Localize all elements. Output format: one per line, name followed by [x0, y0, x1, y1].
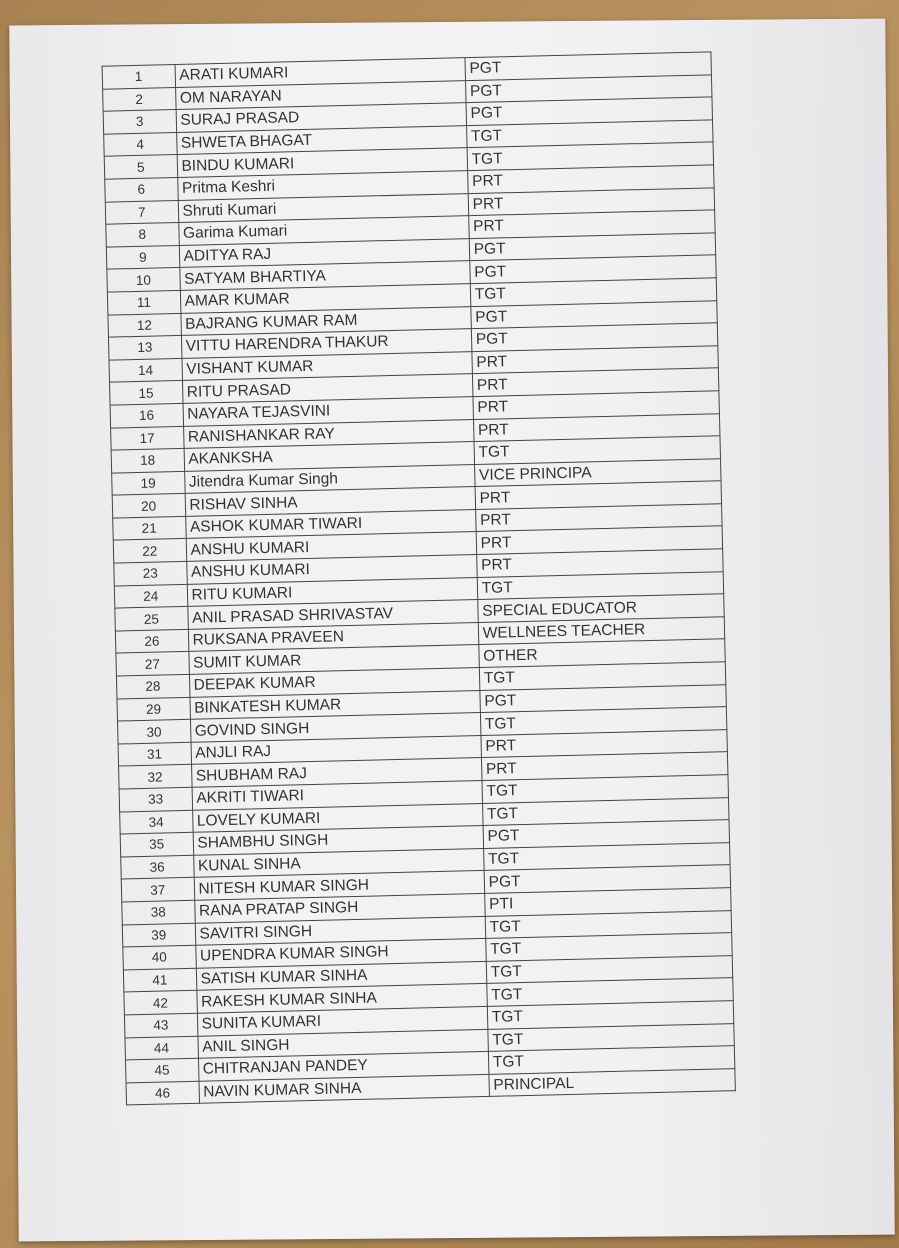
designation-cell: PRT	[473, 391, 720, 419]
designation-cell: WELLNEES TEACHER	[478, 617, 725, 645]
designation-cell: PGT	[483, 820, 730, 848]
designation-cell: TGT	[482, 775, 729, 803]
designation-cell: TGT	[480, 707, 727, 735]
designation-cell: TGT	[485, 910, 732, 938]
serial-number-cell: 38	[122, 900, 195, 924]
designation-cell: PRT	[481, 729, 728, 757]
staff-name-cell: ANIL PRASAD SHRIVASTAV	[187, 600, 478, 629]
serial-number-cell: 1	[102, 65, 175, 89]
staff-name-cell: AKANKSHA	[184, 442, 475, 471]
designation-cell: TGT	[488, 1046, 735, 1074]
designation-cell: PRT	[481, 752, 728, 780]
serial-number-cell: 22	[113, 539, 186, 563]
serial-number-cell: 37	[121, 878, 194, 902]
serial-number-cell: 32	[119, 765, 192, 789]
designation-cell: PGT	[466, 97, 713, 125]
designation-cell: TGT	[466, 120, 713, 148]
paper-sheet	[9, 19, 895, 1242]
staff-name-cell: NITESH KUMAR SINGH	[194, 871, 485, 900]
designation-cell: PGT	[469, 233, 716, 261]
staff-name-cell: SAVITRI SINGH	[195, 916, 486, 945]
staff-name-cell: LOVELY KUMARI	[192, 803, 483, 832]
serial-number-cell: 5	[104, 155, 177, 179]
staff-name-cell: ANJLI RAJ	[191, 735, 482, 764]
designation-cell: PRT	[473, 413, 720, 441]
serial-number-cell: 39	[122, 923, 195, 947]
serial-number-cell: 9	[106, 245, 179, 269]
serial-number-cell: 11	[107, 290, 180, 314]
staff-name-cell: BAJRANG KUMAR RAM	[180, 306, 471, 335]
staff-name-cell: ANSHU KUMARI	[186, 532, 477, 561]
designation-cell: PRT	[472, 346, 719, 374]
staff-name-cell: SHAMBHU SINGH	[193, 826, 484, 855]
staff-name-cell: RUKSANA PRAVEEN	[188, 622, 479, 651]
serial-number-cell: 44	[125, 1036, 198, 1060]
serial-number-cell: 41	[123, 968, 196, 992]
staff-name-cell: KUNAL SINHA	[193, 848, 484, 877]
designation-cell: PGT	[465, 52, 712, 80]
serial-number-cell: 13	[108, 336, 181, 360]
serial-number-cell: 19	[112, 471, 185, 495]
serial-number-cell: 8	[106, 223, 179, 247]
staff-roster-body	[102, 52, 735, 1105]
staff-name-cell: RITU KUMARI	[187, 577, 478, 606]
serial-number-cell: 29	[117, 697, 190, 721]
staff-name-cell: OM NARAYAN	[175, 80, 466, 109]
designation-cell: TGT	[477, 571, 724, 599]
staff-name-cell: SATYAM BHARTIYA	[179, 261, 470, 290]
designation-cell: TGT	[482, 797, 729, 825]
serial-number-cell: 6	[105, 177, 178, 201]
staff-name-cell: SUMIT KUMAR	[188, 645, 479, 674]
staff-name-cell: RANA PRATAP SINGH	[194, 893, 485, 922]
staff-name-cell: RISHAV SINHA	[185, 487, 476, 516]
designation-cell: TGT	[488, 1023, 735, 1051]
designation-cell: SPECIAL EDUCATOR	[477, 594, 724, 622]
staff-name-cell: VISHANT KUMAR	[181, 351, 472, 380]
staff-name-cell: ANSHU KUMARI	[186, 555, 477, 584]
staff-name-cell: UPENDRA KUMAR SINGH	[195, 939, 486, 968]
staff-name-cell: VITTU HARENDRA THAKUR	[181, 329, 472, 358]
serial-number-cell: 46	[126, 1081, 199, 1105]
designation-cell: PRINCIPAL	[489, 1068, 736, 1096]
designation-cell: PGT	[471, 300, 718, 328]
serial-number-cell: 30	[118, 720, 191, 744]
staff-name-cell: GOVIND SINGH	[190, 713, 481, 742]
staff-name-cell: ASHOK KUMAR TIWARI	[185, 509, 476, 538]
serial-number-cell: 45	[125, 1058, 198, 1082]
staff-name-cell: RANISHANKAR RAY	[183, 419, 474, 448]
designation-cell: PGT	[471, 323, 718, 351]
staff-name-cell: RAKESH KUMAR SINHA	[196, 984, 487, 1013]
designation-cell: TGT	[470, 278, 717, 306]
serial-number-cell: 27	[116, 652, 189, 676]
serial-number-cell: 28	[116, 674, 189, 698]
designation-cell: PRT	[475, 504, 722, 532]
serial-number-cell: 21	[113, 516, 186, 540]
designation-cell: VICE PRINCIPA	[474, 458, 721, 486]
serial-number-cell: 7	[105, 200, 178, 224]
designation-cell: TGT	[487, 1001, 734, 1029]
staff-name-cell: Pritma Keshri	[177, 171, 468, 200]
staff-name-cell: SATISH KUMAR SINHA	[196, 961, 487, 990]
serial-number-cell: 20	[112, 494, 185, 518]
staff-name-cell: ADITYA RAJ	[179, 238, 470, 267]
serial-number-cell: 3	[103, 110, 176, 134]
serial-number-cell: 24	[114, 584, 187, 608]
designation-cell: PRT	[468, 187, 715, 215]
staff-name-cell: SURAJ PRASAD	[176, 103, 467, 132]
designation-cell: PRT	[475, 481, 722, 509]
staff-name-cell: BINDU KUMARI	[177, 148, 468, 177]
serial-number-cell: 4	[104, 132, 177, 156]
staff-name-cell: BINKATESH KUMAR	[189, 690, 480, 719]
serial-number-cell: 34	[120, 810, 193, 834]
staff-name-cell: CHITRANJAN PANDEY	[198, 1052, 489, 1081]
designation-cell: PRT	[476, 549, 723, 577]
serial-number-cell: 17	[111, 426, 184, 450]
serial-number-cell: 2	[103, 87, 176, 111]
staff-name-cell: RITU PRASAD	[182, 374, 473, 403]
designation-cell: TGT	[487, 978, 734, 1006]
designation-cell: TGT	[483, 842, 730, 870]
serial-number-cell: 18	[111, 449, 184, 473]
designation-cell: PRT	[468, 210, 715, 238]
staff-name-cell: AMAR KUMAR	[180, 284, 471, 313]
designation-cell: TGT	[485, 933, 732, 961]
designation-cell: PGT	[480, 684, 727, 712]
designation-cell: PGT	[465, 74, 712, 102]
serial-number-cell: 14	[109, 358, 182, 382]
designation-cell: PGT	[469, 255, 716, 283]
serial-number-cell: 33	[119, 787, 192, 811]
staff-name-cell: Jitendra Kumar Singh	[184, 464, 475, 493]
staff-name-cell: SHUBHAM RAJ	[191, 758, 482, 787]
staff-name-cell: AKRITI TIWARI	[192, 780, 483, 809]
serial-number-cell: 15	[110, 381, 183, 405]
serial-number-cell: 16	[110, 403, 183, 427]
designation-cell: PGT	[484, 865, 731, 893]
designation-cell: PRT	[476, 526, 723, 554]
serial-number-cell: 10	[107, 268, 180, 292]
serial-number-cell: 31	[118, 742, 191, 766]
staff-name-cell: NAVIN KUMAR SINHA	[199, 1074, 490, 1103]
designation-cell: TGT	[467, 142, 714, 170]
designation-cell: TGT	[486, 955, 733, 983]
staff-name-cell: DEEPAK KUMAR	[189, 668, 480, 697]
serial-number-cell: 12	[108, 313, 181, 337]
staff-name-cell: SHWETA BHAGAT	[176, 125, 467, 154]
serial-number-cell: 25	[115, 607, 188, 631]
serial-number-cell: 26	[115, 629, 188, 653]
serial-number-cell: 40	[123, 945, 196, 969]
designation-cell: TGT	[479, 662, 726, 690]
staff-name-cell: Shruti Kumari	[178, 193, 469, 222]
staff-name-cell: ARATI KUMARI	[175, 58, 466, 87]
staff-name-cell: Garima Kumari	[178, 216, 469, 245]
serial-number-cell: 35	[120, 832, 193, 856]
serial-number-cell: 43	[124, 1013, 197, 1037]
serial-number-cell: 23	[114, 561, 187, 585]
designation-cell: PRT	[472, 368, 719, 396]
staff-roster-table	[102, 51, 736, 1105]
designation-cell: OTHER	[479, 639, 726, 667]
staff-name-cell: NAYARA TEJASVINI	[183, 396, 474, 425]
serial-number-cell: 36	[121, 855, 194, 879]
designation-cell: TGT	[474, 436, 721, 464]
staff-name-cell: SUNITA KUMARI	[197, 1006, 488, 1035]
designation-cell: PTI	[484, 888, 731, 916]
serial-number-cell: 42	[124, 991, 197, 1015]
designation-cell: PRT	[467, 165, 714, 193]
staff-name-cell: ANIL SINGH	[197, 1029, 488, 1058]
